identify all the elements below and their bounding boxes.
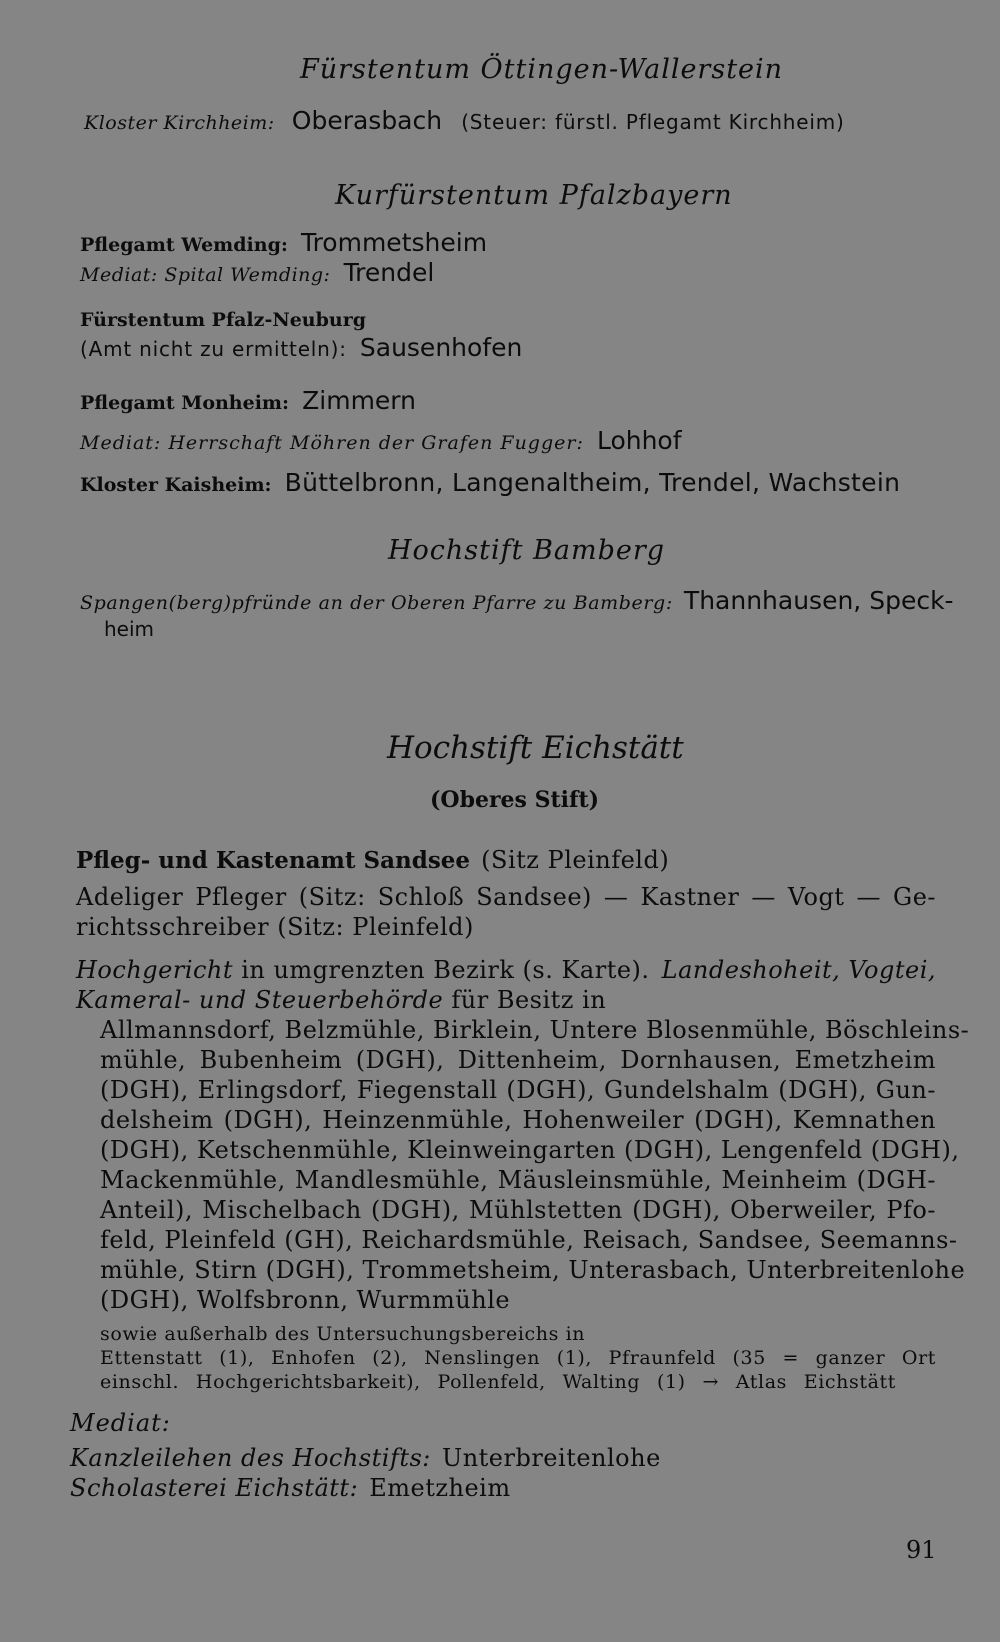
place-list-line: (DGH), Ketschenmühle, Kleinweingarten (DGH), Lengenfeld (DGH), (100, 1136, 960, 1164)
entry-kastenamt-sandsee (76, 846, 669, 874)
mediat-heading: Mediat: (70, 1409, 171, 1437)
place-list-line: feld, Pleinfeld (GH), Reichardsmühle, Reisach, Sandsee, Seemanns- (100, 1226, 958, 1254)
entry-place: Thannhausen, Speck- (683, 586, 954, 615)
entry-seat: (Sitz Pleinfeld) (481, 846, 670, 874)
section-heading-oettingen: Fürstentum Öttingen-Wallerstein (300, 54, 784, 85)
entry-label: Kanzleilehen des Hochstifts: (70, 1444, 431, 1472)
hochgericht-term: Hochgericht (76, 956, 234, 984)
entry-place: Trommetsheim (300, 228, 488, 257)
kameral-text: für Besitz in (451, 986, 607, 1014)
entry-label: Scholasterei Eichstätt: (70, 1474, 359, 1502)
entry-label: Pflegamt Monheim: (80, 392, 290, 414)
section-heading-pfalzbayern: Kurfürstentum Pfalzbayern (335, 180, 733, 211)
place-list-line: mühle, Stirn (DGH), Trommetsheim, Unterasbach, Unterbreitenlohe (100, 1256, 966, 1284)
entry-scholasterei (70, 1474, 511, 1502)
entry-place: Lohhof (596, 426, 682, 455)
kameral-term: Kameral- und Steuerbehörde (76, 986, 444, 1014)
entry-pfalz-neuburg-amt (80, 333, 522, 362)
entry-spangenpfruende (80, 586, 954, 615)
hochgericht-line (76, 956, 936, 984)
outside-intro: sowie außerhalb des Untersuchungsbereichs in (100, 1323, 586, 1345)
entry-kanzleilehen (70, 1444, 661, 1472)
entry-place: Trendel (343, 258, 435, 287)
entry-kloster-kaisheim (80, 468, 900, 497)
place-list-line: delsheim (DGH), Heinzenmühle, Hohenweiler (DGH), Kemnathen (100, 1106, 936, 1134)
entry-pfalz-neuburg: Fürstentum Pfalz-Neuburg (80, 309, 366, 331)
entry-label: Pflegamt Wemding: (80, 234, 288, 256)
place-list-line: (DGH), Erlingsdorf, Fiegenstall (DGH), Gundelshalm (DGH), Gun- (100, 1076, 936, 1104)
entry-label: Mediat: Spital Wemding: (80, 264, 331, 286)
entry-place: Büttelbronn, Langenaltheim, Trendel, Wachstein (284, 468, 901, 497)
entry-kloster-kirchheim (84, 106, 845, 135)
entry-note: (Steuer: fürstl. Pflegamt Kirchheim) (461, 110, 845, 134)
outside-line-3: einschl. Hochgerichtsbarkeit), Pollenfeld, Walting (1) → Atlas Eichstätt (100, 1371, 896, 1393)
kameral-line (76, 986, 606, 1014)
entry-label: Mediat: Herrschaft Möhren der Grafen Fugger: (80, 432, 584, 454)
hochgericht-text: in umgrenzten Bezirk (s. Karte). (241, 956, 650, 984)
entry-pflegamt-wemding (80, 228, 487, 257)
section-subheading-oberes-stift: (Oberes Stift) (430, 787, 600, 813)
entry-label: Pfleg- und Kastenamt Sandsee (76, 847, 471, 874)
page-number: 91 (906, 1536, 937, 1564)
place-list-line: Mackenmühle, Mandlesmühle, Mäusleinsmühle, Meinheim (DGH- (100, 1166, 936, 1194)
section-heading-eichstaett: Hochstift Eichstätt (387, 730, 684, 766)
entry-spital-wemding (80, 258, 434, 287)
entry-label: (Amt nicht zu ermitteln): (80, 337, 347, 361)
entry-label: Kloster Kirchheim: (84, 112, 275, 134)
place-list-line: (DGH), Wolfsbronn, Wurmmühle (100, 1286, 511, 1314)
entry-label: Spangen(berg)pfründe an der Oberen Pfarre zu Bamberg: (80, 592, 673, 614)
entry-place: Oberasbach (291, 106, 443, 135)
staff-line-2: richtsschreiber (Sitz: Pleinfeld) (76, 913, 474, 941)
place-list-line: mühle, Bubenheim (DGH), Dittenheim, Dornhausen, Emetzheim (100, 1046, 936, 1074)
place-list-line: Allmannsdorf, Belzmühle, Birklein, Untere Blosenmühle, Böschleins- (100, 1016, 970, 1044)
landeshoheit-term: Landeshoheit, Vogtei, (661, 956, 936, 984)
staff-line-1: Adeliger Pfleger (Sitz: Schloß Sandsee) — Kastner — Vogt — Ge- (76, 883, 936, 911)
entry-place: Zimmern (302, 386, 416, 415)
entry-pflegamt-monheim (80, 386, 416, 415)
entry-spangenpfruende-cont: heim (104, 617, 155, 641)
entry-place: Sausenhofen (359, 333, 523, 362)
entry-label: Kloster Kaisheim: (80, 474, 272, 496)
entry-place: Emetzheim (369, 1474, 511, 1502)
entry-herrschaft-moehren (80, 426, 682, 455)
section-heading-bamberg: Hochstift Bamberg (388, 535, 666, 566)
outside-line-2: Ettenstatt (1), Enhofen (2), Nenslingen (1), Pfraunfeld (35 = ganzer Ort (100, 1347, 936, 1369)
place-list-line: Anteil), Mischelbach (DGH), Mühlstetten (DGH), Oberweiler, Pfo- (100, 1196, 936, 1224)
entry-place: Unterbreitenlohe (441, 1444, 661, 1472)
